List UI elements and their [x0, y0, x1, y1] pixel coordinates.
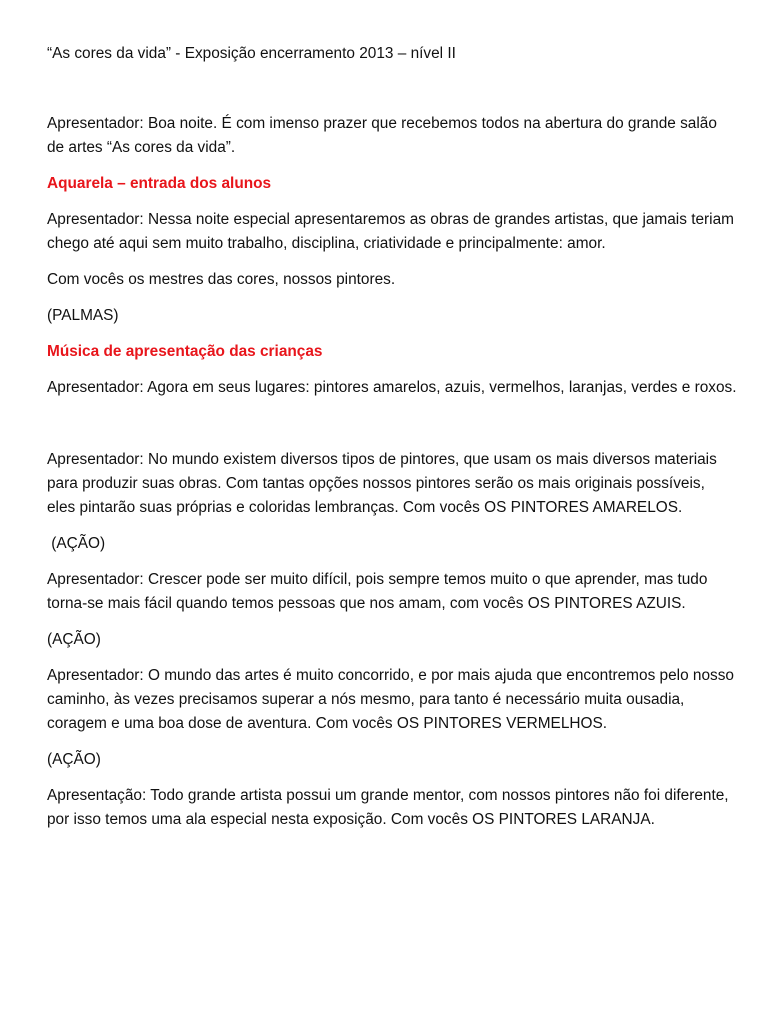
section-heading: Música de apresentação das crianças — [47, 343, 323, 360]
blank-line — [47, 412, 737, 448]
stage-direction: (AÇÃO) — [47, 751, 101, 768]
paragraph: Apresentador: Boa noite. É com imenso prazer que recebemos todos na abertura do grande salão de artes “As cores da vida”. — [47, 115, 717, 156]
stage-direction: (AÇÃO) — [47, 631, 101, 648]
paragraph: Apresentador: O mundo das artes é muito concorrido, e por mais ajuda que encontremos pelo nosso caminho, às vezes precisamos superar a nós mesmo, para tanto é necessário muita ousadia, coragem e uma boa dose de aventura. Com vocês OS PINTORES VERMELHOS. — [47, 667, 734, 732]
paragraph: Apresentador: No mundo existem diversos tipos de pintores, que usam os mais diversos materiais para produzir suas obras. Com tantas opções nossos pintores serão os mais originais possíveis, eles pintarão suas próprias e coloridas lembranças. Com vocês OS PINTORES AMARELOS. — [47, 451, 717, 516]
paragraph: Apresentador: Nessa noite especial apresentaremos as obras de grandes artistas, que jamais teriam chego até aqui sem muito trabalho, disciplina, criatividade e principalmente: amor. — [47, 211, 734, 252]
paragraph: Apresentador: Crescer pode ser muito difícil, pois sempre temos muito o que aprender, mas tudo torna-se mais fácil quando temos pessoas que nos amam, com vocês OS PINTORES AZUIS. — [47, 571, 708, 612]
paragraph: Apresentação: Todo grande artista possui um grande mentor, com nossos pintores não foi diferente, por isso temos uma ala especial nesta exposição. Com vocês OS PINTORES LARANJA. — [47, 787, 729, 828]
section-heading: Aquarela – entrada dos alunos — [47, 175, 272, 192]
stage-direction: (AÇÃO) — [47, 535, 106, 552]
document-body — [47, 42, 737, 844]
paragraph: Apresentador: Agora em seus lugares: pintores amarelos, azuis, vermelhos, laranjas, verdes e roxos. — [47, 379, 737, 396]
stage-direction: (PALMAS) — [47, 307, 119, 324]
paragraph: Com vocês os mestres das cores, nossos pintores. — [47, 271, 396, 288]
document-title: “As cores da vida” - Exposição encerramento 2013 – nível II — [47, 45, 456, 62]
